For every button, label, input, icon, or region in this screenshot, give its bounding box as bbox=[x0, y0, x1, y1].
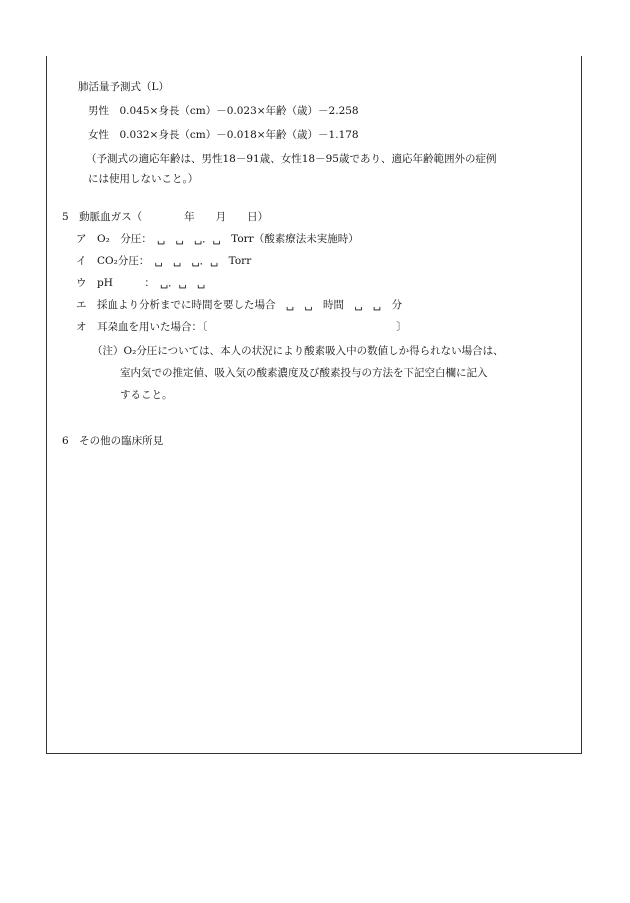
blood-gas-time-item: エ 採血より分析までに時間を要した場合 ␣ ␣ 時間 ␣ ␣ 分 bbox=[76, 299, 403, 311]
blood-gas-note-line2: 室内気での推定値、吸入気の酸素濃度及び酸素投与の方法を下記空白欄に記入 bbox=[120, 367, 488, 379]
other-findings-heading: 6 その他の臨床所見 bbox=[62, 435, 164, 447]
lung-capacity-title: 肺活量予測式（L） bbox=[78, 81, 169, 93]
lung-capacity-male-formula: 男性 0.045×身長（cm）－0.023×年齢（歳）－2.258 bbox=[88, 105, 359, 117]
blood-gas-ph-item: ウ pH ： ␣．␣ ␣ bbox=[76, 277, 206, 289]
lung-capacity-note-line1: （予測式の適応年齢は、男性18－91歳、女性18－95歳であり、適応年齢範囲外の症例 bbox=[86, 153, 497, 165]
lung-capacity-note-line2: には使用しないこと。） bbox=[88, 173, 199, 185]
blood-gas-earlobe-item: オ 耳朶血を用いた場合：〔 〕 bbox=[76, 321, 407, 333]
lung-capacity-female-formula: 女性 0.032×身長（cm）－0.018×年齢（歳）－1.178 bbox=[88, 129, 359, 141]
blood-gas-note-line3: すること。 bbox=[120, 389, 173, 401]
blood-gas-note-line1: （注）O₂分圧については、本人の状況により酸素吸入中の数値しか得られない場合は、 bbox=[92, 345, 504, 357]
blood-gas-co2-item: イ CO₂分圧： ␣ ␣ ␣．␣ Torr bbox=[76, 255, 252, 267]
blood-gas-o2-item: ア O₂ 分圧： ␣ ␣ ␣．␣ Torr（酸素療法未実施時） bbox=[76, 233, 359, 245]
blood-gas-heading: 5 動脈血ガス（ 年 月 日） bbox=[62, 211, 269, 223]
